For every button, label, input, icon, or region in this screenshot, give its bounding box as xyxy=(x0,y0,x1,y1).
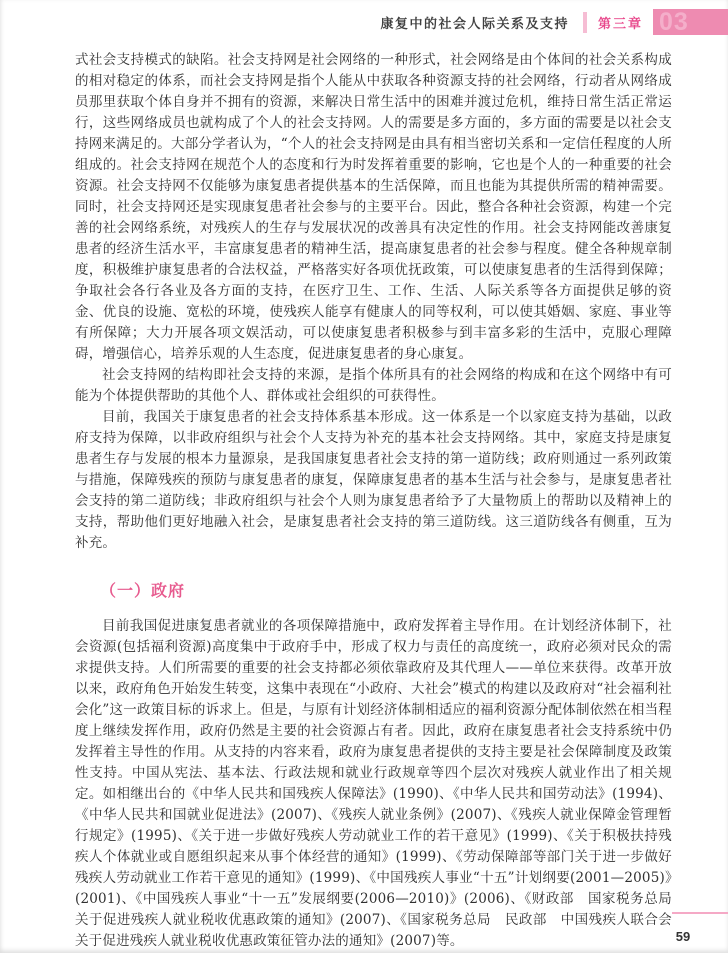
paragraph-3: 目前，我国关于康复患者的社会支持体系基本形成。这一体系是一个以家庭支持为基础，以政府支持为保障，以非政府组织与社会个人支持为补充的基本社会支持网络。其中，家庭支持是康复患者生存与发展的根本力量源泉，是我国康复患者社会支持的第一道防线；政府则通过一系列政策与措施，保障残疾的预防与康复患者的康复，保障康复患者的基本生活与社会参与，是康复患者社会支持的第二道防线；非政府组织与社会个人则为康复患者给予了大量物质上的帮助以及精神上的支持，帮助他们更好地融入社会，是康复患者社会支持的第三道防线。这三道防线各有侧重，互为补充。 xyxy=(75,409,672,551)
chapter-number: 03 xyxy=(659,8,689,36)
page-number: 59 xyxy=(675,929,691,944)
paragraph-4: 目前我国促进康复患者就业的各项保障措施中，政府发挥着主导作用。在计划经济体制下，社会资源(包括福利资源)高度集中于政府手中，形成了权力与责任的高度统一，政府必须对民众的需求提供支持。人们所需要的重要的社会支持都必须依靠政府及其代理人——单位来获得。改革开放以来，政府角色开始发生转变，这集中表现在“小政府、大社会”模式的构建以及政府对“社会福利社会化”这一政策目标的诉求上。但是，与原有计划经济体制相适应的福利资源分配体制依然在相当程度上继续发挥作用，政府仍然是主要的社会资源占有者。因此，政府在康复患者社会支持系统中仍发挥着主导性的作用。从支持的内容来看，政府为康复患者提供的支持主要是社会保障制度及政策性支持。中国从宪法、基本法、行政法规和就业行政规章等四个层次对残疾人就业作出了相关规定。如相继出台的《中华人民共和国残疾人保障法》(1990)、《中华人民共和国劳动法》(1994)、《中华人民共和国就业促进法》(2007)、《残疾人就业条例》(2007)、《残疾人就业保障金管理暂行规定》(1995)、《关于进一步做好残疾人劳动就业工作的若干意见》(1999)、《关于积极扶持残疾人个体就业或自愿组织起来从事个体经营的通知》(1999)、《劳动保障部等部门关于进一步做好残疾人劳动就业工作若干意见的通知》(1999)、《中国残疾人事业“十五”计划纲要(2001—2005)》(2001)、《中国残疾人事业“十一五”发展纲要(2006—2010)》(2006)、《财政部 国家税务总局关于促进残疾人就业税收优惠政策的通知》(2007)、《国家税务总局 民政部 中国残疾人联合会关于促进残疾人就业税收优惠政策征管办法的通知》(2007)等。 xyxy=(75,618,672,949)
page-body xyxy=(75,50,672,952)
page-header xyxy=(380,8,728,36)
chapter-number-box xyxy=(653,9,728,35)
footer-rule xyxy=(672,912,728,914)
paragraph-2: 社会支持网的结构即社会支持的来源，是指个体所具有的社会网络的构成和在这个网络中有可能为个体提供帮助的其他个人、群体或社会组织的可获得性。 xyxy=(75,367,672,404)
chapter-label: 第三章 xyxy=(597,15,643,31)
paragraph-1: 式社会支持模式的缺陷。社会支持网是社会网络的一种形式，社会网络是由个体间的社会关系构成的相对稳定的体系，而社会支持网是指个人能从中获取各种资源支持的社会网络，行动者从网络成员那里获取个体自身并不拥有的资源，来解决日常生活中的困难并渡过危机，维持日常生活正常运行，这些网络成员也就构成了个人的社会支持网。人的需要是多方面的，多方面的需要是以社会支持网来满足的。大部分学者认为，“个人的社会支持网是由具有相当密切关系和一定信任程度的人所组成的。社会支持网在规范个人的态度和行为时发挥着重要的影响，它也是个人的一种重要的社会资源。社会支持网不仅能够为康复患者提供基本的生活保障，而且也能为其提供所需的精神需要。同时，社会支持网还是实现康复患者社会参与的主要平台。因此，整合各种社会资源，构建一个完善的社会网络系统，对残疾人的生存与发展状况的改善具有决定性的作用。社会支持网能改善康复患者的经济生活水平，丰富康复患者的精神生活，提高康复患者的社会参与程度。健全各种规章制度，积极维护康复患者的合法权益，严格落实好各项优抚政策，可以使康复患者的生活得到保障；争取社会各行各业及各方面的支持，在医疗卫生、工作、生活、人际关系等各方面提供足够的资金、优良的设施、宽松的环境，使残疾人能享有健康人的同等权利，可以使其婚姻、家庭、事业等有所保障；大力开展各项文娱活动，可以使康复患者积极参与到丰富多彩的生活中，克服心理障碍，增强信心，培养乐观的人生态度，促进康复患者的身心康复。 xyxy=(75,52,672,362)
header-divider xyxy=(583,12,587,33)
section-heading-government: （一）政府 xyxy=(100,581,186,600)
running-head-title: 康复中的社会人际关系及支持 xyxy=(380,15,569,31)
